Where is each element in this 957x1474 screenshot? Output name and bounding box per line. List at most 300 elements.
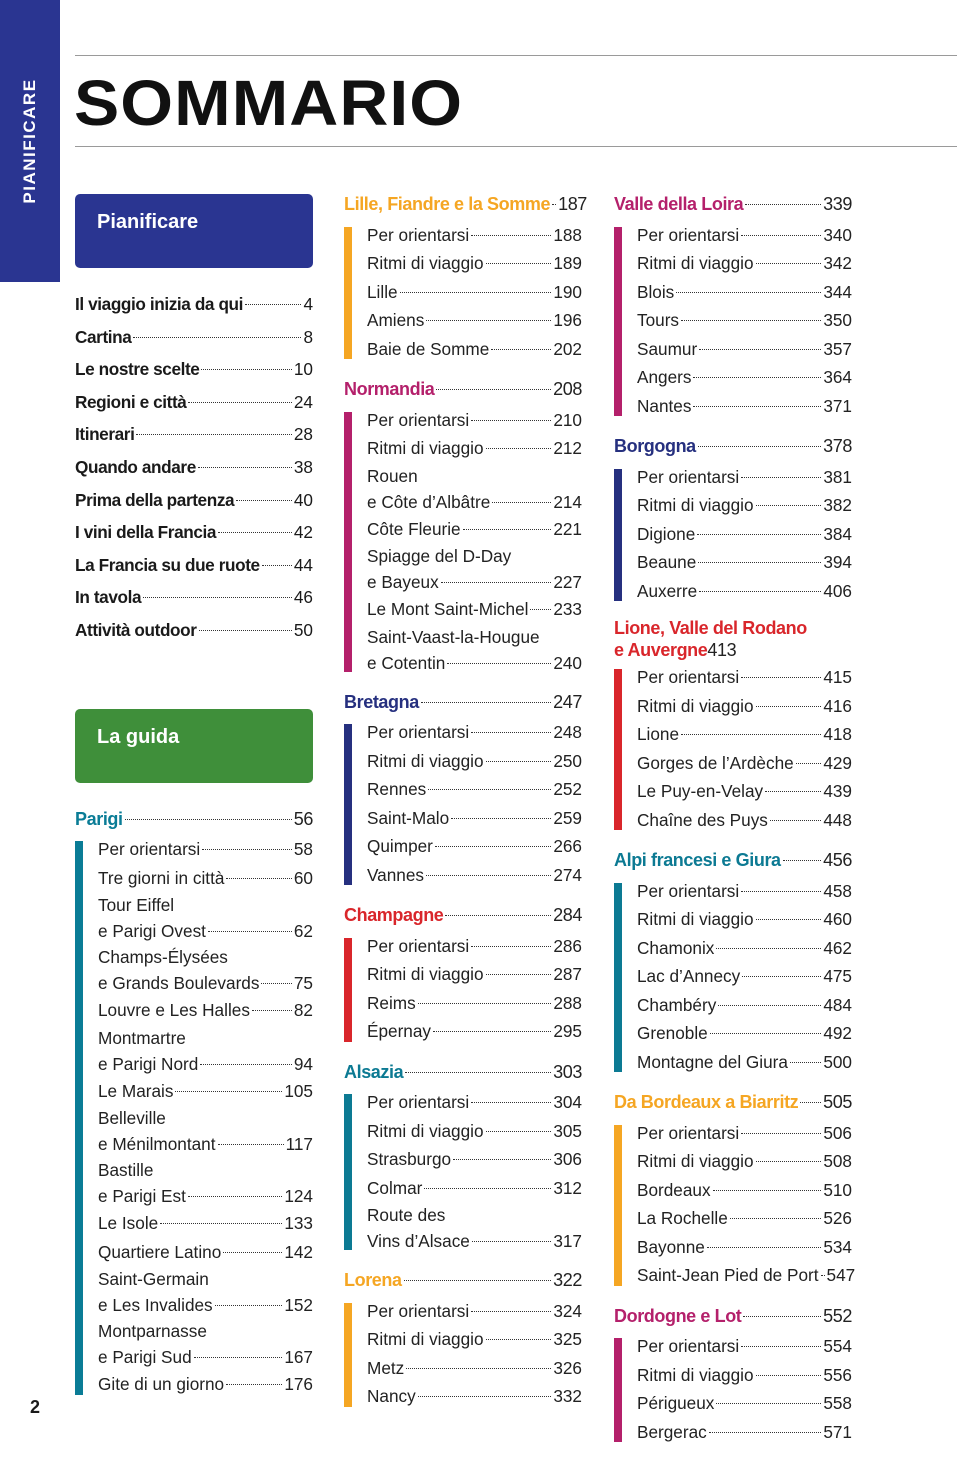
toc-entry-page: 418: [823, 724, 852, 744]
toc-entry[interactable]: [75, 614, 313, 647]
toc-entry-page: 288: [553, 992, 582, 1013]
toc-entry[interactable]: [75, 418, 313, 451]
parigi-heading[interactable]: [75, 805, 313, 834]
dot-leader: [160, 1223, 282, 1224]
toc-entry[interactable]: [98, 1105, 313, 1157]
toc-entry[interactable]: [637, 720, 852, 749]
lille-subentries: [344, 221, 582, 364]
dot-leader: [756, 1161, 822, 1162]
toc-entry[interactable]: [637, 877, 852, 906]
section-side-tab: [0, 0, 60, 282]
lille-heading[interactable]: [344, 190, 587, 219]
toc-entry[interactable]: [637, 777, 852, 806]
bretagna-subentries: [344, 718, 582, 889]
toc-entry[interactable]: [637, 463, 852, 492]
toc-entry-line2: [367, 489, 582, 515]
toc-entry[interactable]: [367, 1325, 582, 1354]
dot-leader: [143, 597, 292, 598]
dot-leader: [418, 1003, 552, 1004]
toc-entry-page: 24: [293, 391, 313, 412]
toc-entry[interactable]: [367, 861, 582, 890]
toc-entry[interactable]: [637, 1361, 852, 1390]
toc-entry-title: Le Isole: [98, 1213, 159, 1234]
champagne-subentries: [344, 932, 582, 1046]
toc-entry-title: Saint-Jean Pied de Port: [637, 1265, 819, 1285]
toc-entry-page: 62: [293, 921, 313, 942]
toc-entry[interactable]: [367, 463, 582, 515]
toc-entry-page: 554: [823, 1336, 852, 1356]
borgogna-color-bar: [614, 469, 622, 602]
toc-entry-title: e Ménilmontant: [98, 1134, 216, 1155]
toc-entry-page: 28: [293, 424, 313, 445]
toc-entry[interactable]: [637, 363, 852, 392]
toc-entry[interactable]: [367, 1354, 582, 1383]
toc-entry[interactable]: [98, 1025, 313, 1077]
toc-entry-page: 167: [284, 1347, 313, 1368]
toc-entry-page: 547: [826, 1265, 856, 1285]
dordogne-heading-page: 552: [823, 1305, 852, 1326]
lorena-heading[interactable]: [344, 1266, 582, 1295]
toc-entry-title: Per orientarsi: [98, 839, 201, 860]
toc-entry[interactable]: [637, 1019, 852, 1048]
dot-leader: [435, 846, 551, 847]
toc-entry-page: 202: [553, 338, 582, 359]
toc-entry[interactable]: [637, 548, 852, 577]
toc-entry-page: 124: [284, 1186, 313, 1207]
dot-leader: [445, 915, 551, 916]
dot-leader: [699, 349, 821, 350]
toc-entry-title: Chaîne des Puys: [637, 809, 768, 830]
toc-entry[interactable]: [367, 747, 582, 776]
dot-leader: [400, 292, 552, 293]
dot-leader: [697, 534, 821, 535]
alpi-section: [614, 846, 852, 1076]
champagne-section: [344, 901, 582, 1046]
toc-entry-page: 252: [553, 779, 582, 799]
borgogna-heading[interactable]: [614, 432, 852, 461]
toc-entry[interactable]: [367, 932, 582, 961]
lione-heading[interactable]: [614, 617, 852, 661]
toc-entry-line2: [98, 1292, 313, 1318]
toc-entry-title: e Parigi Est: [98, 1186, 186, 1207]
pianificare-heading: Pianificare: [97, 211, 199, 233]
toc-entry-page: 44: [293, 554, 313, 575]
toc-entry[interactable]: [637, 1147, 852, 1176]
dot-leader: [424, 1188, 551, 1189]
toc-entry[interactable]: [98, 1318, 313, 1370]
toc-entry-title: e Parigi Nord: [98, 1053, 199, 1074]
toc-entry-page: 214: [553, 491, 582, 512]
alsazia-heading-page: 303: [553, 1061, 582, 1082]
toc-entry-line2: [98, 1051, 313, 1077]
alsazia-section: [344, 1058, 582, 1255]
toc-entry-title: Vannes: [367, 864, 425, 885]
toc-entry[interactable]: [637, 335, 852, 364]
toc-entry-page: 4: [303, 294, 313, 314]
dot-leader: [188, 1196, 282, 1197]
loira-heading-title: Valle della Loira: [614, 194, 744, 214]
toc-entry-title-line1: Tour Eiffel: [98, 895, 175, 916]
dot-leader: [821, 1275, 825, 1276]
toc-entry-title: Per orientarsi: [367, 935, 470, 956]
toc-entry[interactable]: [637, 1418, 852, 1447]
dot-leader: [756, 1375, 822, 1376]
toc-entry-title: Quimper: [367, 836, 433, 856]
dot-leader: [741, 1346, 821, 1347]
toc-entry[interactable]: [98, 864, 313, 893]
toc-entry-title: Angers: [637, 367, 692, 387]
toc-entry[interactable]: [367, 1117, 582, 1146]
loira-heading-page: 339: [823, 194, 852, 214]
toc-entry-title-line1: Champs-Élysées: [98, 947, 228, 968]
toc-entry[interactable]: [637, 1204, 852, 1233]
toc-entry[interactable]: [367, 406, 582, 435]
toc-entry[interactable]: [637, 249, 852, 278]
toc-entry[interactable]: [367, 595, 582, 624]
guida-heading: La guida: [97, 725, 180, 748]
page-number: 2: [30, 1397, 41, 1417]
toc-entry[interactable]: [637, 991, 852, 1020]
parigi-section: [75, 805, 313, 1399]
dot-leader: [451, 818, 551, 819]
toc-entry[interactable]: [367, 804, 582, 833]
toc-entry[interactable]: [637, 749, 852, 778]
dot-leader: [136, 434, 291, 435]
toc-entry[interactable]: [637, 1176, 852, 1205]
toc-entry[interactable]: [637, 934, 852, 963]
toc-entry-page: 357: [823, 338, 852, 359]
toc-entry-title: e Grands Boulevards: [98, 973, 260, 994]
toc-entry[interactable]: [367, 543, 582, 595]
dot-leader: [486, 974, 552, 975]
toc-entry[interactable]: [367, 434, 582, 463]
dot-leader: [226, 878, 291, 879]
lione-subentries: [614, 663, 852, 834]
toc-entry-title: Grenoble: [637, 1023, 708, 1043]
toc-entry[interactable]: [367, 249, 582, 278]
dot-leader: [698, 446, 821, 447]
normandia-heading-title: Normandia: [344, 379, 435, 399]
toc-entry-title: Ritmi di viaggio: [367, 964, 484, 984]
dot-leader: [215, 1305, 283, 1306]
dordogne-section: [614, 1302, 852, 1447]
normandia-subentries: [344, 406, 582, 676]
toc-entry-page: 384: [823, 523, 852, 544]
toc-entry[interactable]: [75, 321, 313, 354]
toc-entry-page: 429: [823, 752, 852, 773]
dot-leader: [741, 1133, 821, 1134]
toc-entry-page: 371: [823, 395, 852, 416]
dot-leader: [202, 849, 292, 850]
toc-entry-title: Ritmi di viaggio: [367, 750, 484, 771]
toc-entry-title: Le Puy-en-Velay: [637, 781, 764, 801]
toc-entry-page: 133: [284, 1213, 313, 1234]
toc-entry-title: Saint-Malo: [367, 807, 450, 828]
dot-leader: [756, 263, 822, 264]
toc-entry[interactable]: [367, 989, 582, 1018]
toc-entry-title: Vins d’Alsace: [367, 1231, 470, 1251]
borgogna-subentries: [614, 463, 852, 606]
normandia-heading-page: 208: [553, 379, 582, 399]
toc-entry[interactable]: [98, 1238, 313, 1267]
toc-entry[interactable]: [367, 278, 582, 307]
bretagna-section: [344, 688, 582, 890]
parigi-heading-title: Parigi: [75, 808, 123, 829]
toc-entry-title: e Bayeux: [367, 572, 439, 592]
dot-leader: [471, 420, 551, 421]
alsazia-heading-title: Alsazia: [344, 1061, 404, 1082]
dot-leader: [426, 320, 551, 321]
toc-entry-page: 248: [553, 722, 582, 742]
toc-entry[interactable]: [637, 278, 852, 307]
toc-entry[interactable]: [75, 484, 313, 517]
toc-entry-page: 42: [293, 522, 313, 543]
toc-entry-title-line1: Spiagge del D-Day: [367, 546, 512, 566]
toc-entry-title: Per orientarsi: [367, 224, 470, 245]
lione-heading-line1: Lione, Valle del Rodano: [614, 618, 807, 638]
toc-entry[interactable]: [75, 516, 313, 549]
pianificare-heading-box[interactable]: [75, 194, 313, 268]
toc-entry[interactable]: [75, 549, 313, 582]
toc-entry-line2: [98, 918, 313, 944]
normandia-heading[interactable]: [344, 375, 582, 404]
toc-entry-title: Per orientarsi: [637, 667, 740, 687]
toc-entry[interactable]: [637, 905, 852, 934]
toc-entry-line2: [98, 1183, 313, 1209]
toc-entry[interactable]: [637, 306, 852, 335]
bordeaux-section: [614, 1088, 856, 1290]
toc-entry[interactable]: [637, 663, 852, 692]
dot-leader: [492, 502, 551, 503]
dot-leader: [713, 1190, 822, 1191]
toc-entry[interactable]: [98, 996, 313, 1025]
toc-entry-page: 394: [823, 552, 852, 572]
toc-entry[interactable]: [98, 1077, 313, 1106]
toc-entry-title: Per orientarsi: [367, 1300, 470, 1321]
alsazia-subentries: [344, 1088, 582, 1254]
toc-entry-title: Strasburgo: [367, 1149, 452, 1169]
dordogne-heading[interactable]: [614, 1302, 852, 1331]
toc-entry[interactable]: [367, 306, 582, 335]
toc-entry[interactable]: [367, 1202, 582, 1254]
dot-leader: [262, 565, 292, 566]
toc-entry-title: Per orientarsi: [637, 880, 740, 901]
toc-entry[interactable]: [367, 335, 582, 364]
dot-leader: [208, 931, 292, 932]
toc-entry[interactable]: [98, 835, 313, 864]
toc-entry-page: 10: [293, 359, 313, 380]
toc-entry[interactable]: [637, 962, 852, 991]
lione-heading-line2: [614, 639, 852, 661]
dot-leader: [441, 582, 552, 583]
toc-entry[interactable]: [367, 1145, 582, 1174]
toc-entry-title: Per orientarsi: [637, 466, 740, 487]
dot-leader: [756, 919, 822, 920]
toc-entry-title: e Cotentin: [367, 652, 446, 673]
dot-leader: [175, 1091, 282, 1092]
toc-entry[interactable]: [637, 1233, 852, 1262]
toc-entry[interactable]: [75, 353, 313, 386]
toc-entry[interactable]: [637, 1389, 852, 1418]
dot-leader: [741, 477, 821, 478]
toc-entry-title: Ritmi di viaggio: [637, 253, 754, 273]
toc-entry-title: Auxerre: [637, 580, 698, 601]
toc-entry[interactable]: [367, 960, 582, 989]
toc-entry[interactable]: [637, 491, 852, 520]
toc-entry-page: 190: [553, 281, 582, 302]
toc-entry-title: Quartiere Latino: [98, 1241, 222, 1262]
toc-entry-page: 325: [553, 1329, 582, 1349]
normandia-section: [344, 375, 582, 676]
dot-leader: [471, 1102, 551, 1103]
parigi-section: [75, 805, 313, 1399]
toc-entry-page: 571: [823, 1421, 852, 1442]
alpi-subentries: [614, 877, 852, 1077]
toc-entry-title: Per orientarsi: [367, 1092, 470, 1112]
toc-entry-page: 212: [553, 438, 582, 458]
toc-entry[interactable]: [367, 832, 582, 861]
champagne-heading[interactable]: [344, 901, 582, 930]
bordeaux-color-bar: [614, 1125, 622, 1286]
toc-entry[interactable]: [367, 1088, 582, 1117]
toc-entry-page: 364: [823, 367, 852, 387]
toc-entry-title: Nancy: [367, 1386, 416, 1406]
alsazia-heading[interactable]: [344, 1058, 582, 1087]
dot-leader: [433, 1031, 551, 1032]
toc-entry[interactable]: [98, 1157, 313, 1209]
dot-leader: [194, 1357, 283, 1358]
bordeaux-subentries: [614, 1119, 856, 1290]
toc-entry-title: Ritmi di viaggio: [367, 253, 484, 273]
toc-entry[interactable]: [637, 692, 852, 721]
toc-entry[interactable]: [637, 1332, 852, 1361]
dot-leader: [471, 732, 551, 733]
dot-leader: [741, 235, 821, 236]
toc-entry[interactable]: [637, 577, 852, 606]
toc-entry-line2: [367, 1228, 582, 1254]
toc-entry-title: e Parigi Ovest: [98, 921, 206, 942]
toc-entry-title: Chambéry: [637, 994, 717, 1015]
toc-entry-page: 142: [284, 1241, 313, 1262]
bretagna-heading[interactable]: [344, 688, 582, 717]
toc-entry-page: 304: [553, 1092, 582, 1112]
lille-color-bar: [344, 227, 352, 360]
toc-entry[interactable]: [75, 581, 313, 614]
toc-entry[interactable]: [637, 806, 852, 835]
toc-entry-title: e Côte d’Albâtre: [367, 491, 491, 512]
guida-heading-box[interactable]: [75, 709, 313, 783]
toc-entry-page: 312: [553, 1177, 582, 1198]
toc-entry-page: 50: [293, 619, 313, 640]
toc-entry-title: Colmar: [367, 1177, 423, 1198]
toc-entry[interactable]: [637, 520, 852, 549]
bordeaux-heading[interactable]: [614, 1088, 852, 1117]
toc-entry-page: 326: [553, 1357, 582, 1378]
toc-entry[interactable]: [637, 1119, 852, 1148]
dot-leader: [743, 1316, 821, 1317]
bretagna-heading-page: 247: [553, 691, 582, 712]
toc-entry-page: 556: [823, 1364, 852, 1385]
alpi-heading-page: 456: [823, 850, 852, 870]
dot-leader: [463, 529, 552, 530]
loira-heading[interactable]: [614, 190, 852, 219]
dot-leader: [710, 1033, 822, 1034]
toc-entry-title: In tavola: [75, 587, 142, 608]
toc-entry[interactable]: [367, 718, 582, 747]
toc-entry-line2: [367, 569, 582, 595]
toc-entry[interactable]: [75, 288, 313, 321]
toc-entry[interactable]: [98, 944, 313, 996]
lorena-heading-title: Lorena: [344, 1270, 402, 1290]
toc-entry[interactable]: [98, 892, 313, 944]
dot-leader: [218, 1144, 284, 1145]
toc-entry-page: 342: [823, 253, 852, 273]
toc-entry-title: La Rochelle: [637, 1208, 728, 1228]
toc-entry-page: 510: [823, 1179, 852, 1200]
toc-entry[interactable]: [367, 1382, 582, 1411]
toc-entry[interactable]: [367, 775, 582, 804]
toc-entry-title-line1: Saint-Germain: [98, 1269, 209, 1290]
toc-entry[interactable]: [637, 221, 852, 250]
toc-entry[interactable]: [367, 515, 582, 544]
toc-entry-page: 460: [823, 909, 852, 929]
dot-leader: [693, 406, 821, 407]
toc-entry[interactable]: [75, 386, 313, 419]
toc-entry[interactable]: [367, 1017, 582, 1046]
dot-leader: [718, 1005, 821, 1006]
dot-leader: [471, 1311, 551, 1312]
toc-entry-title: Lione: [637, 724, 680, 744]
toc-entry[interactable]: [98, 1370, 313, 1399]
toc-entry[interactable]: [367, 221, 582, 250]
dot-leader: [236, 500, 292, 501]
toc-entry[interactable]: [367, 1174, 582, 1203]
toc-entry-title: Ritmi di viaggio: [637, 1364, 754, 1385]
toc-entry-title: Reims: [367, 992, 416, 1013]
toc-entry-page: 462: [823, 937, 852, 958]
dordogne-subentries: [614, 1332, 852, 1446]
lille-section: [344, 190, 587, 363]
dot-leader: [800, 1102, 821, 1103]
toc-entry[interactable]: [75, 451, 313, 484]
toc-entry-title: Saumur: [637, 338, 698, 359]
toc-entry-title: Per orientarsi: [637, 1122, 740, 1143]
toc-entry[interactable]: [367, 624, 582, 676]
toc-entry[interactable]: [98, 1209, 313, 1238]
toc-entry-page: 46: [293, 587, 313, 608]
dot-leader: [199, 630, 292, 631]
top-rule: [75, 55, 957, 56]
dot-leader: [742, 976, 821, 977]
dot-leader: [745, 204, 821, 205]
dot-leader: [681, 320, 821, 321]
toc-entry-page: 188: [553, 224, 582, 245]
toc-entry[interactable]: [637, 1048, 852, 1077]
toc-entry[interactable]: [98, 1266, 313, 1318]
dot-leader: [486, 761, 552, 762]
alpi-heading[interactable]: [614, 846, 852, 875]
toc-entry[interactable]: [367, 1297, 582, 1326]
toc-entry[interactable]: [637, 1261, 856, 1290]
dot-leader: [428, 789, 551, 790]
bordeaux-heading-page: 505: [823, 1092, 852, 1112]
toc-entry-title: Per orientarsi: [637, 224, 740, 245]
toc-entry[interactable]: [637, 392, 852, 421]
toc-entry-title: Cartina: [75, 326, 132, 347]
toc-entry-title: Bayonne: [637, 1236, 705, 1257]
toc-entry-title: Montagne del Giura: [637, 1051, 788, 1072]
toc-entry-page: 484: [823, 994, 852, 1015]
